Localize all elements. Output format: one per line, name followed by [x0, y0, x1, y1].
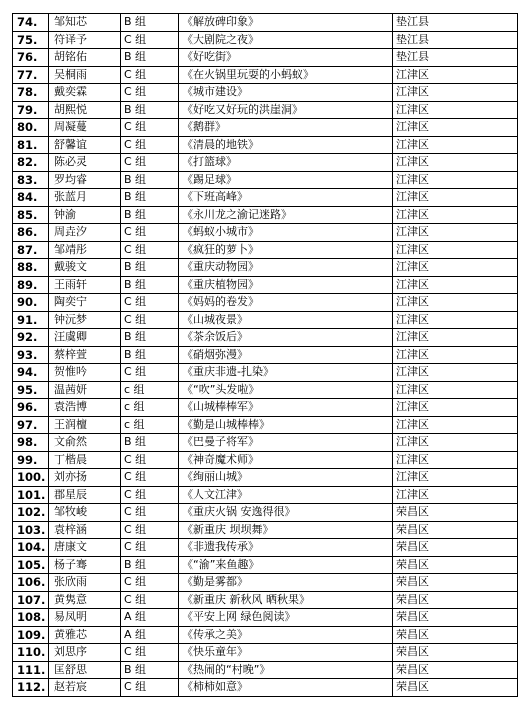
- work-title: 《茶余饭后》: [179, 329, 393, 347]
- work-title: 《清晨的地铁》: [179, 136, 393, 154]
- participant-name: 周凝蔓: [49, 119, 121, 137]
- district-name: 江津区: [393, 276, 518, 294]
- table-row: [13, 556, 518, 574]
- participant-name: 张蓝月: [49, 189, 121, 207]
- work-title: 《勤是山城棒棒》: [179, 416, 393, 434]
- entry-number: 103.: [13, 521, 49, 539]
- work-title: 《永川龙之渝记迷路》: [179, 206, 393, 224]
- table-row: [13, 31, 518, 49]
- participant-name: 郡星辰: [49, 486, 121, 504]
- district-name: 江津区: [393, 259, 518, 277]
- district-name: 荣昌区: [393, 661, 518, 679]
- age-group: C 组: [121, 486, 179, 504]
- age-group: C 组: [121, 591, 179, 609]
- entry-number: 101.: [13, 486, 49, 504]
- age-group: B 组: [121, 434, 179, 452]
- table-row: [13, 206, 518, 224]
- table-row: [13, 101, 518, 119]
- district-name: 荣昌区: [393, 574, 518, 592]
- district-name: 江津区: [393, 206, 518, 224]
- age-group: C 组: [121, 521, 179, 539]
- table-row: [13, 469, 518, 487]
- age-group: C 组: [121, 136, 179, 154]
- table-row: [13, 504, 518, 522]
- participant-name: 钟沅梦: [49, 311, 121, 329]
- participant-name: 戴奕霖: [49, 84, 121, 102]
- table-row: [13, 276, 518, 294]
- district-name: 江津区: [393, 486, 518, 504]
- work-title: 《“吹”头发啦》: [179, 381, 393, 399]
- work-title: 《蚂蚁小城市》: [179, 224, 393, 242]
- work-title: 《解放碑印象》: [179, 14, 393, 32]
- entry-number: 97.: [13, 416, 49, 434]
- table-row: [13, 626, 518, 644]
- district-name: 江津区: [393, 189, 518, 207]
- district-name: 垫江县: [393, 14, 518, 32]
- entry-number: 80.: [13, 119, 49, 137]
- district-name: 荣昌区: [393, 521, 518, 539]
- participant-name: 陶奕宁: [49, 294, 121, 312]
- participant-name: 贺惟吟: [49, 364, 121, 382]
- entry-number: 74.: [13, 14, 49, 32]
- work-title: 《城市建设》: [179, 84, 393, 102]
- work-title: 《山城夜景》: [179, 311, 393, 329]
- age-group: C 组: [121, 504, 179, 522]
- district-name: 江津区: [393, 171, 518, 189]
- participant-name: 赵若宸: [49, 679, 121, 697]
- table-row: [13, 574, 518, 592]
- participant-name: 杨子骞: [49, 556, 121, 574]
- entry-number: 88.: [13, 259, 49, 277]
- age-group: B 组: [121, 189, 179, 207]
- age-group: B 组: [121, 556, 179, 574]
- entry-number: 87.: [13, 241, 49, 259]
- table-row: [13, 189, 518, 207]
- table-row: [13, 539, 518, 557]
- participant-name: 胡熙悦: [49, 101, 121, 119]
- district-name: 江津区: [393, 451, 518, 469]
- work-title: 《勤是雾都》: [179, 574, 393, 592]
- district-name: 江津区: [393, 136, 518, 154]
- participant-name: 汪虞卿: [49, 329, 121, 347]
- work-title: 《新重庆 新秋风 晒秋果》: [179, 591, 393, 609]
- participant-name: 黄隽意: [49, 591, 121, 609]
- participant-name: 舒馨谊: [49, 136, 121, 154]
- district-name: 荣昌区: [393, 609, 518, 627]
- participant-name: 刘亦扬: [49, 469, 121, 487]
- age-group: C 组: [121, 364, 179, 382]
- work-title: 《重庆非遗-扎染》: [179, 364, 393, 382]
- entry-number: 108.: [13, 609, 49, 627]
- district-name: 江津区: [393, 66, 518, 84]
- table-row: [13, 259, 518, 277]
- age-group: C 组: [121, 574, 179, 592]
- table-row: [13, 14, 518, 32]
- work-title: 《快乐童年》: [179, 644, 393, 662]
- entry-number: 77.: [13, 66, 49, 84]
- work-title: 《踢足球》: [179, 171, 393, 189]
- results-table: [12, 13, 518, 697]
- entry-number: 91.: [13, 311, 49, 329]
- district-name: 荣昌区: [393, 644, 518, 662]
- age-group: B 组: [121, 276, 179, 294]
- entry-number: 84.: [13, 189, 49, 207]
- age-group: C 组: [121, 241, 179, 259]
- age-group: B 组: [121, 259, 179, 277]
- table-row: [13, 66, 518, 84]
- table-row: [13, 154, 518, 172]
- table-body: [13, 14, 518, 697]
- work-title: 《重庆动物园》: [179, 259, 393, 277]
- entry-number: 75.: [13, 31, 49, 49]
- table-row: [13, 609, 518, 627]
- participant-name: 吴桐雨: [49, 66, 121, 84]
- work-title: 《“渝”来鱼趣》: [179, 556, 393, 574]
- table-row: [13, 644, 518, 662]
- district-name: 荣昌区: [393, 504, 518, 522]
- work-title: 《神奇魔术师》: [179, 451, 393, 469]
- participant-name: 邹牧峻: [49, 504, 121, 522]
- table-row: [13, 661, 518, 679]
- age-group: C 组: [121, 294, 179, 312]
- entry-number: 78.: [13, 84, 49, 102]
- entry-number: 95.: [13, 381, 49, 399]
- age-group: B 组: [121, 14, 179, 32]
- work-title: 《热闹的“村晚”》: [179, 661, 393, 679]
- age-group: c 组: [121, 416, 179, 434]
- age-group: B 组: [121, 101, 179, 119]
- district-name: 荣昌区: [393, 556, 518, 574]
- participant-name: 文俞然: [49, 434, 121, 452]
- entry-number: 85.: [13, 206, 49, 224]
- entry-number: 94.: [13, 364, 49, 382]
- age-group: c 组: [121, 399, 179, 417]
- work-title: 《在火锅里玩耍的小蚂蚁》: [179, 66, 393, 84]
- work-title: 《新重庆 坝坝舞》: [179, 521, 393, 539]
- entry-number: 76.: [13, 49, 49, 67]
- entry-number: 104.: [13, 539, 49, 557]
- district-name: 江津区: [393, 434, 518, 452]
- age-group: B 组: [121, 206, 179, 224]
- age-group: C 组: [121, 469, 179, 487]
- district-name: 江津区: [393, 154, 518, 172]
- table-row: [13, 434, 518, 452]
- entry-number: 105.: [13, 556, 49, 574]
- participant-name: 袁梓涵: [49, 521, 121, 539]
- participant-name: 温茜妍: [49, 381, 121, 399]
- district-name: 垫江县: [393, 31, 518, 49]
- work-title: 《巴曼子将军》: [179, 434, 393, 452]
- district-name: 荣昌区: [393, 539, 518, 557]
- age-group: B 组: [121, 661, 179, 679]
- work-title: 《疯狂的萝卜》: [179, 241, 393, 259]
- age-group: C 组: [121, 451, 179, 469]
- work-title: 《平安上网 绿色阅读》: [179, 609, 393, 627]
- work-title: 《山城棒棒军》: [179, 399, 393, 417]
- participant-name: 周垚汐: [49, 224, 121, 242]
- work-title: 《硝烟弥漫》: [179, 346, 393, 364]
- entry-number: 100.: [13, 469, 49, 487]
- district-name: 江津区: [393, 84, 518, 102]
- participant-name: 丁楷晨: [49, 451, 121, 469]
- participant-name: 匡舒思: [49, 661, 121, 679]
- entry-number: 106.: [13, 574, 49, 592]
- age-group: C 组: [121, 539, 179, 557]
- table-row: [13, 451, 518, 469]
- work-title: 《大剧院之夜》: [179, 31, 393, 49]
- work-title: 《重庆火锅 安逸得很》: [179, 504, 393, 522]
- entry-number: 107.: [13, 591, 49, 609]
- work-title: 《妈妈的卷发》: [179, 294, 393, 312]
- entry-number: 110.: [13, 644, 49, 662]
- participant-name: 邹知芯: [49, 14, 121, 32]
- entry-number: 89.: [13, 276, 49, 294]
- age-group: C 组: [121, 154, 179, 172]
- table-row: [13, 381, 518, 399]
- district-name: 江津区: [393, 381, 518, 399]
- entry-number: 112.: [13, 679, 49, 697]
- entry-number: 81.: [13, 136, 49, 154]
- entry-number: 83.: [13, 171, 49, 189]
- age-group: C 组: [121, 224, 179, 242]
- district-name: 垫江县: [393, 49, 518, 67]
- work-title: 《鹅群》: [179, 119, 393, 137]
- entry-number: 111.: [13, 661, 49, 679]
- table-row: [13, 416, 518, 434]
- work-title: 《打篮球》: [179, 154, 393, 172]
- age-group: B 组: [121, 346, 179, 364]
- age-group: C 组: [121, 311, 179, 329]
- table-row: [13, 679, 518, 697]
- age-group: B 组: [121, 171, 179, 189]
- table-row: [13, 591, 518, 609]
- district-name: 江津区: [393, 224, 518, 242]
- work-title: 《柿柿如意》: [179, 679, 393, 697]
- table-row: [13, 49, 518, 67]
- results-table-container: [12, 13, 517, 697]
- table-row: [13, 119, 518, 137]
- entry-number: 79.: [13, 101, 49, 119]
- age-group: A 组: [121, 626, 179, 644]
- district-name: 荣昌区: [393, 679, 518, 697]
- participant-name: 王润檀: [49, 416, 121, 434]
- table-row: [13, 241, 518, 259]
- entry-number: 82.: [13, 154, 49, 172]
- age-group: B 组: [121, 49, 179, 67]
- table-row: [13, 311, 518, 329]
- entry-number: 102.: [13, 504, 49, 522]
- age-group: C 组: [121, 84, 179, 102]
- participant-name: 蔡梓萱: [49, 346, 121, 364]
- age-group: C 组: [121, 644, 179, 662]
- entry-number: 109.: [13, 626, 49, 644]
- participant-name: 钟渝: [49, 206, 121, 224]
- table-row: [13, 171, 518, 189]
- participant-name: 黄雅芯: [49, 626, 121, 644]
- entry-number: 96.: [13, 399, 49, 417]
- table-row: [13, 486, 518, 504]
- age-group: c 组: [121, 381, 179, 399]
- entry-number: 93.: [13, 346, 49, 364]
- participant-name: 刘思序: [49, 644, 121, 662]
- participant-name: 符译予: [49, 31, 121, 49]
- age-group: C 组: [121, 66, 179, 84]
- district-name: 江津区: [393, 241, 518, 259]
- participant-name: 陈必灵: [49, 154, 121, 172]
- table-row: [13, 329, 518, 347]
- work-title: 《下班高峰》: [179, 189, 393, 207]
- participant-name: 王雨轩: [49, 276, 121, 294]
- district-name: 江津区: [393, 416, 518, 434]
- work-title: 《人文江津》: [179, 486, 393, 504]
- age-group: B 组: [121, 329, 179, 347]
- district-name: 江津区: [393, 311, 518, 329]
- participant-name: 易凤明: [49, 609, 121, 627]
- work-title: 《非遗我传承》: [179, 539, 393, 557]
- district-name: 江津区: [393, 294, 518, 312]
- table-row: [13, 294, 518, 312]
- table-row: [13, 224, 518, 242]
- entry-number: 92.: [13, 329, 49, 347]
- age-group: C 组: [121, 31, 179, 49]
- district-name: 荣昌区: [393, 626, 518, 644]
- participant-name: 唐康文: [49, 539, 121, 557]
- district-name: 江津区: [393, 119, 518, 137]
- work-title: 《传承之美》: [179, 626, 393, 644]
- participant-name: 罗均睿: [49, 171, 121, 189]
- age-group: C 组: [121, 679, 179, 697]
- participant-name: 戴骏文: [49, 259, 121, 277]
- district-name: 江津区: [393, 469, 518, 487]
- work-title: 《好吃街》: [179, 49, 393, 67]
- table-row: [13, 84, 518, 102]
- participant-name: 胡铭佑: [49, 49, 121, 67]
- table-row: [13, 136, 518, 154]
- table-row: [13, 346, 518, 364]
- work-title: 《绚丽山城》: [179, 469, 393, 487]
- table-row: [13, 399, 518, 417]
- district-name: 荣昌区: [393, 591, 518, 609]
- entry-number: 99.: [13, 451, 49, 469]
- participant-name: 张欣雨: [49, 574, 121, 592]
- participant-name: 邹靖彤: [49, 241, 121, 259]
- table-row: [13, 521, 518, 539]
- district-name: 江津区: [393, 399, 518, 417]
- work-title: 《重庆植物园》: [179, 276, 393, 294]
- district-name: 江津区: [393, 329, 518, 347]
- age-group: C 组: [121, 119, 179, 137]
- age-group: A 组: [121, 609, 179, 627]
- district-name: 江津区: [393, 101, 518, 119]
- entry-number: 90.: [13, 294, 49, 312]
- participant-name: 袁浩博: [49, 399, 121, 417]
- district-name: 江津区: [393, 346, 518, 364]
- work-title: 《好吃又好玩的洪崖洞》: [179, 101, 393, 119]
- entry-number: 98.: [13, 434, 49, 452]
- entry-number: 86.: [13, 224, 49, 242]
- district-name: 江津区: [393, 364, 518, 382]
- table-row: [13, 364, 518, 382]
